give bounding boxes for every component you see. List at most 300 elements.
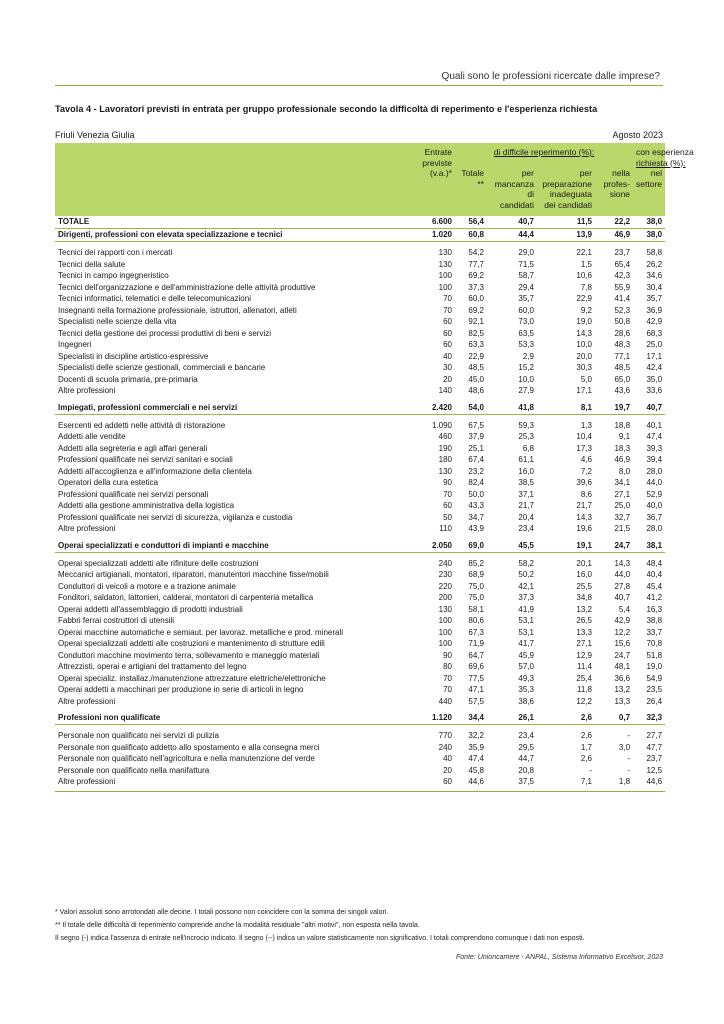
cell-preparazione: 12,9 [576, 650, 592, 660]
cell-entrate: 1.020 [403, 229, 455, 242]
cell-mancanza: 21,7 [518, 501, 534, 510]
cell-professione: 24,7 [595, 540, 633, 553]
header-mancanza [487, 168, 537, 210]
cell-settore: 45,4 [646, 581, 663, 591]
cell-entrate: 130 [438, 248, 452, 257]
header-preparazione-line: inadeguata [549, 189, 592, 199]
cell-entrate: 60 [443, 501, 452, 510]
bottom-rule-cell [55, 788, 665, 792]
table-row [55, 684, 665, 696]
cell-mancanza: 23,4 [518, 731, 534, 740]
cell-preparazione: 10,6 [576, 271, 592, 280]
table-row [55, 351, 665, 363]
cell-mancanza: 35,7 [518, 294, 534, 303]
row-label: Esercenti ed addetti nelle attività di ristorazione [58, 420, 226, 430]
table-row [55, 638, 665, 650]
cell-professione: - [627, 765, 631, 775]
row-label: Professioni qualificate nei servizi personali [58, 489, 209, 499]
row-label: Operai macchine automatiche e semiaut. per lavoraz. metalliche e prod. minerali [58, 627, 344, 637]
cell-entrate: 100 [438, 271, 452, 280]
cell-mancanza: 38,6 [518, 696, 534, 706]
row-label: Professioni qualificate nei servizi di sicurezza, vigilanza e custodia [58, 512, 293, 522]
cell-preparazione: 2,6 [537, 712, 595, 725]
cell-professione: 13,3 [614, 696, 631, 706]
cell-professione: 13,2 [614, 685, 631, 694]
table-row [55, 420, 665, 432]
header-preparazione-line: dei candidati [544, 199, 592, 210]
cell-totale: 68,9 [468, 570, 484, 579]
header-esperienza-line: con esperienza [636, 147, 694, 157]
header-preparazione-line: preparazione [542, 178, 592, 189]
cell-entrate: 90 [443, 650, 452, 660]
row-label: Operai specializzati addetti alle costruzioni e mantenimento di strutture edili [58, 639, 325, 648]
header-mancanza-line: candidati [499, 199, 534, 210]
cell-mancanza: 2,9 [522, 351, 534, 361]
cell-entrate: 40 [443, 351, 452, 361]
cell-settore: 19,0 [646, 662, 663, 671]
cell-settore: 35,0 [646, 374, 663, 384]
cell-mancanza: 49,3 [518, 673, 534, 683]
cell-professione: 48,5 [614, 363, 631, 372]
cell-mancanza: 10,0 [518, 374, 534, 384]
cell-professione: 46,9 [595, 229, 633, 242]
cell-preparazione: 34,8 [576, 593, 592, 602]
cell-settore: 23,7 [646, 754, 663, 763]
table-title: Tavola 4 - Lavoratori previsti in entrata per gruppo professionale secondo la difficoltà di reperimento e l'esperienza richiesta [55, 104, 598, 114]
cell-settore: 51,8 [646, 650, 663, 660]
header-mancanza-line: per [521, 168, 534, 178]
cell-settore: 38,8 [646, 616, 663, 625]
cell-totale: 45,8 [468, 765, 484, 775]
cell-settore: 47,7 [646, 742, 663, 752]
cell-mancanza: 41,8 [487, 402, 537, 415]
table-row [55, 661, 665, 673]
cell-settore: 38,0 [633, 229, 665, 242]
cell-entrate: 100 [438, 639, 452, 648]
header-difficile [455, 143, 633, 158]
row-label: Personale non qualificato nella manifattura [58, 765, 210, 775]
cell-mancanza: 42,1 [518, 581, 534, 591]
cell-mancanza: 60,0 [518, 305, 534, 315]
cell-mancanza: 27,9 [518, 386, 534, 395]
cell-entrate: 40 [443, 754, 452, 763]
cell-entrate: 100 [438, 616, 452, 625]
cell-preparazione: 14,3 [576, 512, 592, 522]
cell-totale: 60,0 [468, 294, 484, 303]
table-row [55, 742, 665, 754]
row-label: Operai specializ. installaz./manutenzione attrezzature elettriche/elettroniche [58, 673, 326, 683]
cell-professione: 41,4 [614, 294, 631, 303]
cell-settore: 25,0 [646, 340, 663, 349]
header-totale [455, 168, 487, 210]
cell-professione: 14,3 [614, 558, 631, 568]
row-label: Operatori della cura estetica [58, 478, 159, 487]
cell-preparazione: 30,3 [576, 363, 592, 372]
cell-totale: 45,0 [468, 374, 484, 384]
header-rule [55, 85, 663, 86]
cell-entrate: 20 [443, 374, 452, 384]
cell-entrate: 70 [443, 294, 452, 303]
cell-preparazione: 7,2 [580, 466, 592, 476]
cell-entrate: 50 [443, 512, 452, 522]
source-note: Fonte: Unioncamere - ANPAL, Sistema Informativo Excelsior, 2023 [456, 954, 663, 961]
cell-preparazione: 17,1 [576, 386, 592, 395]
cell-totale: 85,2 [468, 558, 484, 568]
cell-entrate: 2.050 [403, 540, 455, 553]
cell-totale: 48,6 [468, 386, 484, 395]
table-bottom-rule [55, 788, 665, 792]
cell-preparazione: 26,5 [576, 616, 592, 625]
cell-totale: 58,1 [468, 604, 484, 614]
table-row [55, 247, 665, 259]
header-entrate [403, 143, 455, 158]
row-label: Personale non qualificato nei servizi di pulizia [58, 731, 219, 740]
cell-entrate: 230 [438, 570, 452, 579]
row-label: Tecnici della gestione dei processi produttivi di beni e servizi [58, 328, 271, 338]
table-row [55, 316, 665, 328]
row-label: Operai specializzati addetti alle rifiniture delle costruzioni [58, 558, 259, 568]
cell-totale: 69,2 [468, 271, 484, 280]
cell-settore: 36,7 [646, 512, 663, 522]
cell-professione: 52,3 [614, 305, 631, 315]
period-label: Agosto 2023 [612, 130, 663, 140]
cell-mancanza: 25,3 [518, 432, 534, 441]
cell-preparazione: 11,5 [537, 216, 595, 229]
row-label: Tecnici della salute [58, 259, 126, 269]
cell-mancanza: 44,4 [487, 229, 537, 242]
cell-entrate: 770 [438, 731, 452, 740]
cell-totale: 32,2 [468, 731, 484, 740]
section-row [55, 229, 665, 242]
cell-totale: 92,1 [468, 317, 484, 326]
cell-professione: 23,7 [614, 248, 631, 257]
cell-entrate: 1.090 [431, 420, 452, 430]
cell-totale: 69,2 [468, 305, 484, 315]
cell-professione: 15,6 [614, 639, 631, 648]
cell-entrate: 240 [438, 742, 452, 752]
cell-settore: 44,6 [646, 777, 663, 786]
cell-entrate: 1.120 [403, 712, 455, 725]
cell-entrate: 60 [443, 328, 452, 338]
cell-totale: 35,9 [468, 742, 484, 752]
cell-mancanza: 26,1 [487, 712, 537, 725]
cell-totale: 56,4 [455, 216, 487, 229]
table-row [55, 362, 665, 374]
section-row [55, 402, 665, 415]
row-label: Docenti di scuola primaria, pre-primaria [58, 374, 198, 384]
header-mancanza-line: di [527, 189, 534, 199]
cell-entrate: 240 [438, 558, 452, 568]
cell-totale: 82,4 [468, 478, 484, 487]
cell-preparazione: 9,2 [580, 305, 592, 315]
cell-settore: 35,7 [646, 294, 663, 303]
table-row [55, 615, 665, 627]
cell-settore: 47,4 [646, 432, 663, 441]
row-label: Professioni non qualificate [55, 712, 403, 725]
cell-totale: 50,0 [468, 489, 484, 499]
cell-preparazione: 17,3 [576, 443, 592, 453]
cell-mancanza: 73,0 [518, 317, 534, 326]
cell-settore: 39,3 [646, 443, 663, 453]
cell-settore: 38,0 [633, 216, 665, 229]
table-row [55, 454, 665, 466]
cell-preparazione: 2,6 [580, 731, 592, 740]
cell-entrate: 110 [439, 524, 452, 533]
cell-professione: 65,4 [614, 259, 631, 269]
cell-totale: 69,0 [455, 540, 487, 553]
cell-settore: 39,4 [646, 455, 663, 464]
table-row [55, 627, 665, 639]
cell-totale: 75,0 [468, 593, 484, 602]
cell-entrate: 220 [438, 581, 452, 591]
table-row [55, 489, 665, 501]
cell-settore: 28,0 [646, 466, 663, 476]
cell-settore: 26,4 [646, 696, 663, 706]
row-label: Altre professioni [58, 696, 116, 706]
header-settore [633, 168, 665, 210]
cell-professione: 55,9 [614, 282, 631, 292]
cell-preparazione: 22,1 [576, 248, 592, 257]
table-row [55, 696, 665, 708]
cell-settore: 30,4 [646, 282, 663, 292]
cell-preparazione: 19,0 [576, 317, 592, 326]
header-difficile-label: di difficile reperimento (%): [493, 147, 595, 157]
cell-preparazione: 10,0 [576, 340, 592, 349]
row-label: Operai specializzati e conduttori di impianti e macchine [55, 540, 403, 553]
cell-professione: 28,6 [614, 328, 631, 338]
cell-preparazione: 11,4 [577, 662, 592, 671]
header-mancanza-line: mancanza [494, 178, 534, 189]
cell-preparazione: 25,5 [576, 581, 592, 591]
row-label: Specialisti in discipline artistico-espressive [58, 351, 209, 361]
cell-preparazione: 13,3 [576, 627, 592, 637]
cell-professione: 1,8 [618, 777, 631, 786]
table-row [55, 753, 665, 765]
row-label: Impiegati, professioni commerciali e nei servizi [55, 402, 403, 415]
table-row [55, 270, 665, 282]
cell-professione: 46,9 [614, 455, 631, 464]
cell-professione: 40,7 [614, 593, 631, 602]
cell-mancanza: 15,2 [518, 363, 534, 372]
header-settore-line: settore [636, 178, 663, 189]
row-label: Professioni qualificate nei servizi sanitari e sociali [58, 455, 233, 464]
cell-mancanza: 53,1 [518, 627, 534, 637]
cell-professione: 18,3 [614, 443, 631, 453]
header-blank [55, 168, 403, 210]
cell-entrate: 70 [443, 489, 452, 499]
cell-entrate: 100 [438, 282, 452, 292]
cell-totale: 77,5 [468, 673, 484, 683]
row-label: Insegnanti nella formazione professionale, istruttori, allenatori, atleti [58, 305, 297, 315]
row-label: Conduttori macchine movimento terra, sollevamento e maneggio materiali [58, 650, 320, 660]
cell-settore: 42,9 [646, 317, 663, 326]
cell-entrate: 30 [443, 363, 452, 372]
cell-mancanza: 29,4 [518, 282, 534, 292]
table-row [55, 305, 665, 317]
cell-mancanza: 6,8 [522, 443, 534, 453]
cell-professione: 48,1 [614, 662, 631, 671]
section-row [55, 712, 665, 725]
cell-entrate: 130 [438, 604, 452, 614]
cell-mancanza: 41,9 [518, 604, 534, 614]
cell-preparazione: 19,6 [576, 524, 592, 533]
cell-professione: 48,3 [614, 340, 631, 349]
row-label: Operai addetti a macchinari per produzione in serie di articoli in legno [58, 685, 304, 694]
table-row [55, 523, 665, 535]
row-label: Ingegneri [58, 340, 92, 349]
cell-mancanza: 63,5 [518, 328, 534, 338]
cell-totale: 60,8 [455, 229, 487, 242]
cell-professione: 21,5 [614, 524, 631, 533]
table-row [55, 259, 665, 271]
cell-totale: 69,6 [468, 662, 484, 671]
header-esperienza [633, 143, 694, 158]
cell-totale: 47,1 [468, 685, 484, 694]
cell-preparazione: 13,2 [576, 604, 592, 614]
row-label: Personale non qualificato addetto allo spostamento e alla consegna merci [58, 742, 320, 752]
table-row [55, 569, 665, 581]
cell-totale: 57,5 [468, 696, 484, 706]
cell-professione: 32,7 [614, 512, 631, 522]
row-label: Operai addetti all'assemblaggio di prodotti industriali [58, 604, 243, 614]
cell-professione: 65,0 [614, 374, 631, 384]
cell-totale: 54,2 [468, 248, 484, 257]
cell-totale: 37,3 [468, 282, 484, 292]
footnote: ** Il totale delle difficoltà di reperimento comprende anche la modalità residuale "altri motivi", non esposta nella tavola. [55, 922, 420, 929]
cell-professione: 27,1 [614, 489, 631, 499]
cell-professione: - [627, 754, 631, 763]
cell-settore: 27,7 [646, 731, 663, 740]
table-row [55, 512, 665, 524]
header-blank [55, 143, 403, 158]
cell-preparazione: 7,1 [580, 777, 592, 786]
row-label: Fonditori, saldatori, lattonieri, calderai, montatori di carpenteria metallica [58, 593, 314, 602]
section-row [55, 540, 665, 553]
header-settore-line: nel [650, 168, 663, 178]
cell-totale: 82,5 [468, 328, 484, 338]
cell-entrate: 90 [443, 478, 452, 487]
table-row [55, 385, 665, 397]
cell-settore: 12,5 [646, 765, 663, 775]
cell-preparazione: 11,8 [577, 685, 592, 694]
cell-totale: 75,0 [468, 581, 484, 591]
cell-settore: 40,1 [646, 420, 663, 430]
region-label: Friuli Venezia Giulia [55, 130, 135, 140]
cell-preparazione: 20,1 [576, 558, 592, 568]
cell-settore: 70,8 [646, 639, 663, 648]
table-row [55, 443, 665, 455]
cell-mancanza: 53,3 [518, 340, 534, 349]
cell-entrate: 190 [438, 443, 452, 453]
cell-entrate: 460 [438, 432, 452, 441]
cell-totale: 48,5 [468, 363, 484, 372]
cell-mancanza: 38,5 [518, 478, 534, 487]
header-esperienza-label: richiesta (%): [636, 157, 686, 168]
cell-professione: 34,1 [614, 478, 631, 487]
cell-totale: 63,3 [468, 340, 484, 349]
cell-entrate: 70 [443, 685, 452, 694]
row-label: Tecnici informatici, telematici e delle telecomunicazioni [58, 294, 251, 303]
cell-professione: 9,1 [618, 432, 631, 441]
table-body [55, 216, 665, 791]
cell-preparazione: 7,8 [580, 282, 592, 292]
cell-mancanza: 59,3 [518, 420, 534, 430]
cell-entrate: 140 [438, 386, 452, 395]
table-row [55, 673, 665, 685]
header-preparazione-line: per [579, 168, 592, 178]
cell-totale: 23,2 [468, 466, 484, 476]
cell-preparazione: 13,9 [537, 229, 595, 242]
row-label: Attrezzisti, operai e artigiani del trattamento del legno [58, 662, 247, 671]
cell-professione: 8,0 [618, 466, 631, 476]
cell-settore: 52,9 [646, 489, 663, 499]
footnote: * Valori assoluti sono arrotondati alle decine. I totali possono non coincidere con la somma dei singoli valori. [55, 909, 389, 916]
cell-professione: 3,0 [618, 742, 631, 752]
cell-mancanza: 45,9 [518, 650, 534, 660]
cell-mancanza: 37,5 [518, 777, 534, 786]
cell-entrate: 20 [443, 765, 452, 775]
cell-settore: 33,6 [646, 386, 663, 395]
cell-mancanza: 57,0 [518, 662, 534, 671]
table-row [55, 466, 665, 478]
cell-professione: 19,7 [595, 402, 633, 415]
footnotes [55, 906, 667, 945]
cell-preparazione: 1,3 [580, 420, 592, 430]
cell-professione: 43,6 [614, 386, 631, 395]
cell-settore: 23,5 [646, 685, 663, 694]
header-professione-line: profes- [603, 178, 631, 189]
table-row [55, 776, 665, 788]
header-blank [455, 158, 633, 169]
cell-totale: 80,6 [468, 616, 484, 625]
cell-entrate: 100 [438, 627, 452, 637]
cell-preparazione: 8,6 [580, 489, 592, 499]
header-entrate-line: (v.a.)* [403, 168, 455, 210]
cell-professione: 0,7 [595, 712, 633, 725]
table-row [55, 282, 665, 294]
cell-settore: 42,4 [646, 363, 663, 372]
cell-entrate: 130 [438, 466, 452, 476]
row-label: Altre professioni [58, 386, 116, 395]
cell-preparazione: 25,4 [576, 673, 592, 683]
data-table [55, 143, 694, 792]
cell-professione: 42,3 [614, 271, 631, 280]
total-row [55, 216, 665, 229]
cell-mancanza: 44,7 [518, 754, 534, 763]
cell-preparazione: 22,9 [576, 294, 592, 303]
cell-totale: 67,5 [468, 420, 484, 430]
row-label: Personale non qualificato nell'agricoltura e nella manutenzione del verde [58, 754, 315, 763]
cell-settore: 40,4 [646, 570, 663, 579]
cell-entrate: 80 [443, 662, 452, 671]
table-row [55, 558, 665, 570]
header-totale-line: Totale [461, 168, 484, 178]
header-blank [55, 158, 403, 169]
header-preparazione [537, 168, 595, 210]
cell-entrate: 6.600 [403, 216, 455, 229]
cell-entrate: 440 [438, 696, 452, 706]
cell-entrate: 60 [443, 317, 452, 326]
cell-settore: 38,1 [633, 540, 665, 553]
cell-settore: 54,9 [646, 673, 663, 683]
table-row [55, 581, 665, 593]
row-label: Fabbri ferrai costruttori di utensili [58, 616, 175, 625]
footnote: Il segno (-) indica l'assenza di entrate nell'incrocio indicato. Il segno (--) indica un valore statisticamente non significativo. I totali comprendono comunque i dati non esposti. [55, 935, 585, 942]
table-row [55, 650, 665, 662]
cell-entrate: 130 [438, 259, 452, 269]
row-label: Addetti alla segreteria e agli affari generali [58, 443, 208, 453]
header-esperienza-line [633, 157, 686, 169]
